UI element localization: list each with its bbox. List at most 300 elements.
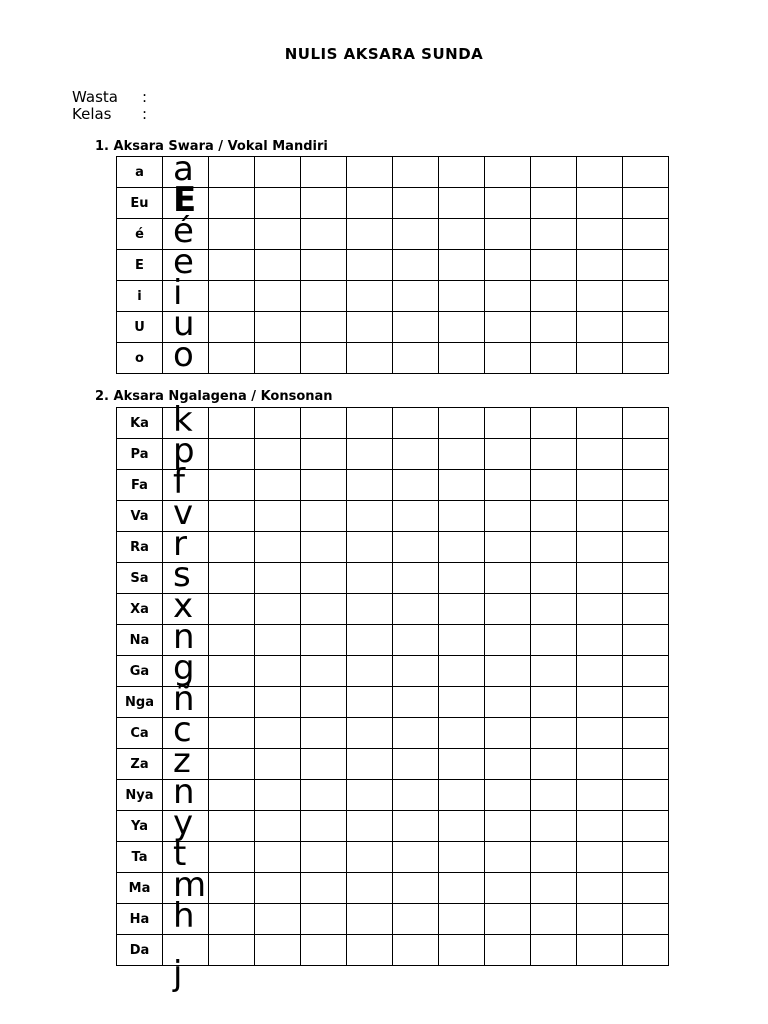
- practice-cell[interactable]: [577, 780, 623, 811]
- practice-cell[interactable]: [577, 219, 623, 250]
- practice-cell[interactable]: [623, 749, 669, 780]
- practice-cell[interactable]: [209, 343, 255, 374]
- practice-cell[interactable]: [531, 687, 577, 718]
- example-glyph: y: [173, 803, 194, 843]
- practice-cell[interactable]: [209, 718, 255, 749]
- practice-cell[interactable]: [577, 625, 623, 656]
- practice-cell[interactable]: [623, 250, 669, 281]
- page-title: NULIS AKSARA SUNDA: [284, 45, 484, 63]
- practice-cell[interactable]: [439, 343, 485, 374]
- practice-cell[interactable]: [623, 281, 669, 312]
- practice-cell[interactable]: [393, 904, 439, 935]
- practice-cell[interactable]: [531, 935, 577, 966]
- practice-cell[interactable]: [347, 501, 393, 532]
- practice-cell[interactable]: [209, 904, 255, 935]
- practice-cell[interactable]: [347, 625, 393, 656]
- practice-cell[interactable]: [347, 749, 393, 780]
- practice-cell[interactable]: [439, 873, 485, 904]
- practice-cell[interactable]: [301, 250, 347, 281]
- practice-cell[interactable]: [577, 188, 623, 219]
- practice-cell[interactable]: [577, 563, 623, 594]
- practice-cell[interactable]: [393, 842, 439, 873]
- practice-cell[interactable]: [531, 718, 577, 749]
- practice-cell[interactable]: [485, 532, 531, 563]
- grid-row: [117, 718, 669, 749]
- practice-cell[interactable]: [347, 470, 393, 501]
- practice-cell[interactable]: [439, 188, 485, 219]
- practice-cell[interactable]: [531, 157, 577, 188]
- practice-cell[interactable]: [209, 470, 255, 501]
- practice-cell[interactable]: [485, 563, 531, 594]
- practice-cell[interactable]: [347, 718, 393, 749]
- practice-cell[interactable]: [623, 470, 669, 501]
- practice-cell[interactable]: [577, 687, 623, 718]
- practice-cell[interactable]: [393, 439, 439, 470]
- practice-cell[interactable]: [577, 157, 623, 188]
- practice-cell[interactable]: [531, 250, 577, 281]
- practice-cell[interactable]: [255, 408, 301, 439]
- practice-cell[interactable]: [439, 718, 485, 749]
- practice-cell[interactable]: [393, 749, 439, 780]
- practice-cell[interactable]: [347, 780, 393, 811]
- practice-cell[interactable]: [439, 281, 485, 312]
- practice-cell[interactable]: [577, 718, 623, 749]
- example-glyph: z: [173, 741, 191, 781]
- practice-cell[interactable]: [393, 188, 439, 219]
- practice-cell[interactable]: [255, 219, 301, 250]
- practice-cell[interactable]: [255, 312, 301, 343]
- grid-row: [117, 501, 669, 532]
- practice-cell[interactable]: [623, 532, 669, 563]
- row-label: U: [117, 312, 163, 343]
- example-glyph: p: [173, 431, 195, 471]
- practice-cell[interactable]: [439, 625, 485, 656]
- practice-cell[interactable]: [577, 408, 623, 439]
- practice-cell[interactable]: [301, 219, 347, 250]
- practice-cell[interactable]: [209, 408, 255, 439]
- practice-cell[interactable]: [439, 312, 485, 343]
- row-label: é: [117, 219, 163, 250]
- practice-cell[interactable]: [485, 408, 531, 439]
- row-label: Na: [117, 625, 163, 656]
- practice-cell[interactable]: [485, 157, 531, 188]
- practice-cell[interactable]: [301, 935, 347, 966]
- practice-cell[interactable]: [531, 656, 577, 687]
- practice-cell[interactable]: [301, 780, 347, 811]
- practice-cell[interactable]: [347, 188, 393, 219]
- practice-cell[interactable]: [485, 935, 531, 966]
- practice-cell[interactable]: [347, 532, 393, 563]
- practice-cell[interactable]: [393, 935, 439, 966]
- example-glyph: h: [173, 896, 195, 936]
- practice-cell[interactable]: [301, 873, 347, 904]
- practice-cell[interactable]: [577, 842, 623, 873]
- practice-cell[interactable]: [393, 873, 439, 904]
- practice-cell[interactable]: [209, 687, 255, 718]
- practice-cell[interactable]: [347, 157, 393, 188]
- example-glyph: x: [173, 586, 194, 626]
- practice-cell[interactable]: [439, 439, 485, 470]
- practice-cell[interactable]: [393, 312, 439, 343]
- practice-cell[interactable]: [531, 904, 577, 935]
- practice-cell[interactable]: [393, 157, 439, 188]
- grid-row: [117, 625, 669, 656]
- practice-cell[interactable]: [439, 408, 485, 439]
- practice-cell[interactable]: [209, 157, 255, 188]
- practice-cell[interactable]: [163, 935, 209, 966]
- practice-cell[interactable]: [393, 532, 439, 563]
- practice-cell[interactable]: [301, 312, 347, 343]
- class-colon: :: [142, 105, 148, 123]
- practice-cell[interactable]: [531, 281, 577, 312]
- grid-row: [117, 749, 669, 780]
- practice-cell[interactable]: [439, 904, 485, 935]
- practice-cell[interactable]: [577, 594, 623, 625]
- practice-cell[interactable]: [209, 873, 255, 904]
- practice-cell[interactable]: [255, 532, 301, 563]
- practice-cell[interactable]: [209, 312, 255, 343]
- practice-cell[interactable]: [209, 188, 255, 219]
- practice-cell[interactable]: [393, 343, 439, 374]
- practice-cell[interactable]: [439, 563, 485, 594]
- practice-cell[interactable]: [577, 501, 623, 532]
- practice-cell[interactable]: [255, 563, 301, 594]
- practice-cell[interactable]: [623, 935, 669, 966]
- practice-cell[interactable]: [255, 343, 301, 374]
- row-label: Nga: [117, 687, 163, 718]
- practice-cell[interactable]: [485, 501, 531, 532]
- practice-cell[interactable]: [301, 439, 347, 470]
- practice-cell[interactable]: [577, 343, 623, 374]
- practice-cell[interactable]: [439, 780, 485, 811]
- practice-cell[interactable]: [209, 250, 255, 281]
- practice-cell[interactable]: [485, 594, 531, 625]
- example-glyph: g: [173, 648, 195, 688]
- practice-cell[interactable]: [255, 250, 301, 281]
- practice-cell[interactable]: [347, 656, 393, 687]
- practice-cell[interactable]: [301, 594, 347, 625]
- practice-cell[interactable]: [623, 656, 669, 687]
- practice-cell[interactable]: [209, 219, 255, 250]
- row-label: Va: [117, 501, 163, 532]
- example-glyph: f: [173, 462, 185, 502]
- practice-cell[interactable]: [439, 842, 485, 873]
- practice-cell[interactable]: [531, 873, 577, 904]
- practice-cell[interactable]: [485, 219, 531, 250]
- practice-cell[interactable]: [531, 842, 577, 873]
- practice-cell[interactable]: [531, 532, 577, 563]
- practice-cell[interactable]: [255, 594, 301, 625]
- practice-cell[interactable]: [623, 219, 669, 250]
- practice-cell[interactable]: [531, 408, 577, 439]
- practice-cell[interactable]: [485, 687, 531, 718]
- practice-cell[interactable]: [209, 842, 255, 873]
- practice-cell[interactable]: [347, 811, 393, 842]
- example-glyph: a: [173, 149, 194, 189]
- practice-cell[interactable]: [577, 935, 623, 966]
- practice-cell[interactable]: [623, 343, 669, 374]
- practice-cell[interactable]: [623, 904, 669, 935]
- practice-cell[interactable]: [301, 687, 347, 718]
- practice-cell[interactable]: [393, 625, 439, 656]
- practice-cell[interactable]: [623, 873, 669, 904]
- practice-cell[interactable]: [485, 873, 531, 904]
- practice-cell[interactable]: [301, 408, 347, 439]
- practice-cell[interactable]: [531, 312, 577, 343]
- section-title-vowels: 1. Aksara Swara / Vokal Mandiri: [95, 139, 328, 154]
- example-glyph: c: [173, 710, 192, 750]
- practice-cell[interactable]: [347, 842, 393, 873]
- practice-cell[interactable]: [209, 532, 255, 563]
- practice-cell[interactable]: [531, 749, 577, 780]
- practice-cell[interactable]: [393, 563, 439, 594]
- grid-row: [117, 687, 669, 718]
- practice-cell[interactable]: [347, 563, 393, 594]
- practice-cell[interactable]: [485, 250, 531, 281]
- row-label: Ya: [117, 811, 163, 842]
- grid-row: [117, 904, 669, 935]
- row-label: Ca: [117, 718, 163, 749]
- practice-cell[interactable]: [577, 749, 623, 780]
- practice-cell[interactable]: [255, 780, 301, 811]
- practice-cell[interactable]: [577, 532, 623, 563]
- practice-cell[interactable]: [301, 281, 347, 312]
- practice-cell[interactable]: [301, 343, 347, 374]
- practice-cell[interactable]: [623, 312, 669, 343]
- practice-cell[interactable]: [623, 408, 669, 439]
- practice-cell[interactable]: [347, 687, 393, 718]
- grid-row: [117, 594, 669, 625]
- practice-cell[interactable]: [209, 749, 255, 780]
- practice-cell[interactable]: [301, 563, 347, 594]
- practice-cell[interactable]: [439, 501, 485, 532]
- practice-cell[interactable]: [209, 563, 255, 594]
- practice-cell[interactable]: [393, 656, 439, 687]
- practice-cell[interactable]: [485, 281, 531, 312]
- practice-cell[interactable]: [209, 625, 255, 656]
- practice-cell[interactable]: [255, 157, 301, 188]
- practice-cell[interactable]: [439, 250, 485, 281]
- practice-cell[interactable]: [347, 904, 393, 935]
- practice-cell[interactable]: [347, 594, 393, 625]
- practice-cell[interactable]: [485, 343, 531, 374]
- practice-cell[interactable]: [255, 281, 301, 312]
- practice-cell[interactable]: [301, 625, 347, 656]
- row-label: Eu: [117, 188, 163, 219]
- practice-cell[interactable]: [485, 439, 531, 470]
- section-title-consonants: 2. Aksara Ngalagena / Konsonan: [95, 389, 333, 404]
- practice-cell[interactable]: [255, 188, 301, 219]
- practice-cell[interactable]: [255, 687, 301, 718]
- practice-cell[interactable]: [531, 811, 577, 842]
- practice-cell[interactable]: [209, 501, 255, 532]
- practice-cell[interactable]: [347, 312, 393, 343]
- practice-cell[interactable]: [209, 594, 255, 625]
- practice-cell[interactable]: [485, 718, 531, 749]
- practice-cell[interactable]: [347, 250, 393, 281]
- practice-cell[interactable]: [623, 625, 669, 656]
- name-colon: :: [142, 88, 148, 106]
- grid-row: [117, 408, 669, 439]
- practice-cell[interactable]: [531, 470, 577, 501]
- practice-cell[interactable]: [439, 532, 485, 563]
- practice-cell[interactable]: [209, 281, 255, 312]
- practice-cell[interactable]: [301, 532, 347, 563]
- practice-cell[interactable]: [439, 687, 485, 718]
- practice-cell[interactable]: [393, 219, 439, 250]
- grid-row: [117, 343, 669, 374]
- practice-cell[interactable]: [531, 219, 577, 250]
- practice-cell[interactable]: [347, 219, 393, 250]
- practice-cell[interactable]: [623, 501, 669, 532]
- practice-cell[interactable]: [577, 656, 623, 687]
- grid-row: [117, 532, 669, 563]
- practice-cell[interactable]: [393, 594, 439, 625]
- practice-cell[interactable]: [255, 873, 301, 904]
- practice-cell[interactable]: [577, 250, 623, 281]
- grid-row: [117, 250, 669, 281]
- practice-cell[interactable]: [623, 188, 669, 219]
- practice-cell[interactable]: [301, 749, 347, 780]
- practice-cell[interactable]: [439, 749, 485, 780]
- practice-cell[interactable]: [393, 250, 439, 281]
- practice-cell[interactable]: [485, 749, 531, 780]
- practice-cell[interactable]: [485, 811, 531, 842]
- practice-cell[interactable]: [439, 811, 485, 842]
- practice-cell[interactable]: [347, 281, 393, 312]
- practice-cell[interactable]: [209, 439, 255, 470]
- example-glyph: n: [173, 617, 195, 657]
- practice-cell[interactable]: [623, 780, 669, 811]
- row-label: Za: [117, 749, 163, 780]
- practice-cell[interactable]: [255, 470, 301, 501]
- practice-cell[interactable]: [577, 904, 623, 935]
- practice-cell[interactable]: [485, 904, 531, 935]
- practice-cell[interactable]: [255, 749, 301, 780]
- practice-cell[interactable]: [577, 811, 623, 842]
- example-glyph: i: [173, 273, 183, 313]
- practice-cell[interactable]: [301, 811, 347, 842]
- practice-cell[interactable]: [347, 343, 393, 374]
- practice-cell[interactable]: [301, 842, 347, 873]
- practice-cell[interactable]: [531, 439, 577, 470]
- practice-cell[interactable]: [301, 470, 347, 501]
- row-label: Sa: [117, 563, 163, 594]
- practice-cell[interactable]: [485, 625, 531, 656]
- practice-cell[interactable]: [255, 625, 301, 656]
- example-glyph: u: [173, 304, 195, 344]
- practice-cell[interactable]: [577, 281, 623, 312]
- practice-cell[interactable]: [439, 470, 485, 501]
- practice-cell[interactable]: [531, 343, 577, 374]
- practice-cell[interactable]: [347, 873, 393, 904]
- practice-cell[interactable]: [439, 594, 485, 625]
- practice-cell[interactable]: [577, 873, 623, 904]
- practice-cell[interactable]: [485, 312, 531, 343]
- practice-cell[interactable]: [255, 811, 301, 842]
- practice-cell[interactable]: [347, 935, 393, 966]
- practice-cell[interactable]: [301, 157, 347, 188]
- practice-cell[interactable]: [255, 935, 301, 966]
- practice-cell[interactable]: [577, 312, 623, 343]
- practice-cell[interactable]: [531, 594, 577, 625]
- practice-cell[interactable]: [623, 842, 669, 873]
- practice-cell[interactable]: [531, 625, 577, 656]
- row-label: E: [117, 250, 163, 281]
- example-glyph: m: [173, 865, 207, 905]
- class-field: [72, 105, 148, 123]
- practice-cell[interactable]: [485, 470, 531, 501]
- practice-cell[interactable]: [531, 501, 577, 532]
- practice-cell[interactable]: [531, 780, 577, 811]
- practice-cell[interactable]: [623, 718, 669, 749]
- practice-cell[interactable]: [623, 811, 669, 842]
- practice-cell[interactable]: [577, 439, 623, 470]
- practice-cell[interactable]: [623, 594, 669, 625]
- practice-cell[interactable]: [255, 718, 301, 749]
- practice-cell[interactable]: [393, 501, 439, 532]
- practice-cell[interactable]: [301, 656, 347, 687]
- practice-cell[interactable]: [255, 656, 301, 687]
- practice-cell[interactable]: [485, 656, 531, 687]
- practice-cell[interactable]: [623, 687, 669, 718]
- practice-cell[interactable]: [393, 811, 439, 842]
- name-field: [72, 88, 148, 106]
- practice-cell[interactable]: [623, 439, 669, 470]
- practice-cell[interactable]: [255, 439, 301, 470]
- example-glyph: é: [173, 211, 194, 251]
- practice-cell[interactable]: [347, 408, 393, 439]
- practice-cell[interactable]: [393, 687, 439, 718]
- practice-cell[interactable]: [301, 188, 347, 219]
- practice-cell[interactable]: [439, 656, 485, 687]
- name-label: Wasta: [72, 88, 118, 106]
- practice-cell[interactable]: [485, 188, 531, 219]
- practice-cell[interactable]: [485, 780, 531, 811]
- row-label: Fa: [117, 470, 163, 501]
- practice-cell[interactable]: [623, 563, 669, 594]
- grid-row: [117, 563, 669, 594]
- practice-cell[interactable]: [301, 718, 347, 749]
- practice-cell[interactable]: [209, 935, 255, 966]
- practice-cell[interactable]: [255, 842, 301, 873]
- practice-cell[interactable]: [439, 219, 485, 250]
- practice-cell[interactable]: [393, 281, 439, 312]
- practice-cell[interactable]: [255, 904, 301, 935]
- practice-cell[interactable]: [393, 780, 439, 811]
- practice-cell[interactable]: [393, 718, 439, 749]
- practice-cell[interactable]: [393, 408, 439, 439]
- practice-cell[interactable]: [301, 501, 347, 532]
- practice-cell[interactable]: [577, 470, 623, 501]
- practice-cell[interactable]: [301, 904, 347, 935]
- practice-cell[interactable]: [255, 501, 301, 532]
- practice-cell[interactable]: [531, 563, 577, 594]
- example-glyph: v: [173, 493, 194, 533]
- practice-cell[interactable]: [209, 656, 255, 687]
- practice-cell[interactable]: [347, 439, 393, 470]
- practice-cell[interactable]: [439, 935, 485, 966]
- practice-cell[interactable]: [439, 157, 485, 188]
- example-glyph: s: [173, 555, 191, 595]
- practice-cell[interactable]: [209, 780, 255, 811]
- practice-cell[interactable]: [393, 470, 439, 501]
- row-label: Ha: [117, 904, 163, 935]
- practice-cell[interactable]: [209, 811, 255, 842]
- practice-cell[interactable]: [531, 188, 577, 219]
- practice-cell[interactable]: [485, 842, 531, 873]
- practice-cell[interactable]: [623, 157, 669, 188]
